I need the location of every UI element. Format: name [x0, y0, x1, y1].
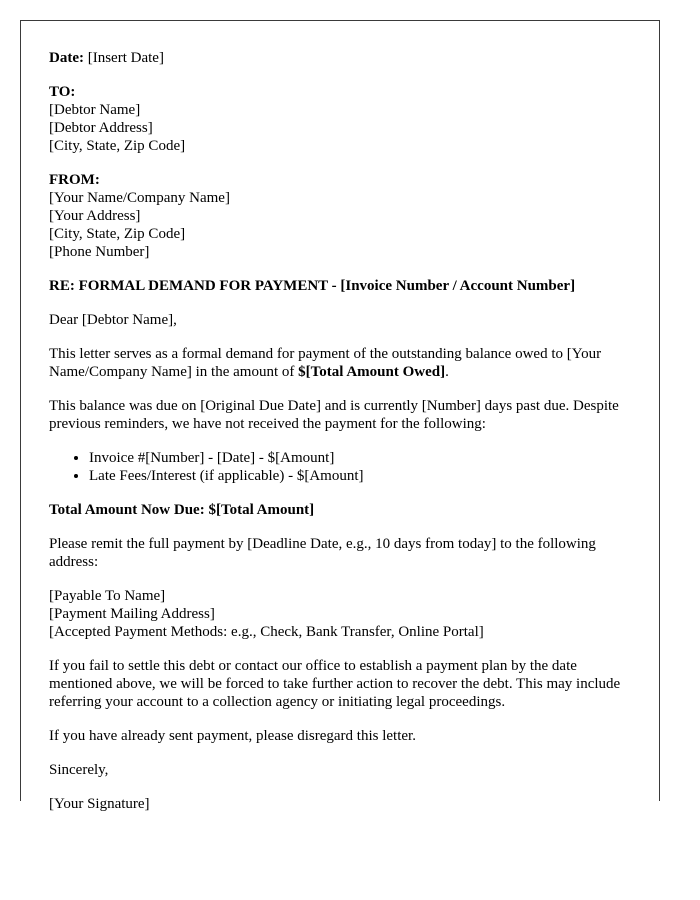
payment-line: [Payable To Name] — [49, 588, 166, 604]
disregard-paragraph: If you have already sent payment, please disregard this letter. — [49, 728, 416, 744]
letter-content — [49, 49, 639, 829]
total-due: Total Amount Now Due: $[Total Amount] — [49, 502, 315, 518]
list-item: • Invoice #[Number] - [Date] - $[Amount] — [89, 449, 639, 467]
payment-line: [Payment Mailing Address] — [49, 606, 215, 622]
amount-owed: $[Total Amount Owed] — [298, 364, 446, 380]
from-block — [49, 171, 639, 261]
letter-page — [20, 20, 660, 812]
signature-line: [Your Signature] — [49, 796, 150, 812]
date-label: Date: — [49, 50, 84, 66]
from-label: FROM: — [49, 172, 100, 188]
consequence-paragraph: If you fail to settle this debt or contact our office to establish a payment plan by the date mentioned above, we will be forced to take further action to recover the debt. This may include referring your account to a collection agency or initiating legal proceedings. — [49, 658, 621, 710]
invoice-list — [49, 449, 639, 485]
from-line: [Your Address] — [49, 208, 141, 224]
past-due-paragraph: This balance was due on [Original Due Date] and is currently [Number] days past due. Despite previous reminders, we have not received the payment for the following: — [49, 398, 619, 432]
closing: Sincerely, — [49, 762, 109, 778]
demand-text: This letter serves as a formal demand for payment of the outstanding balance owed to [Your Name/Company Name] in the amount of — [49, 346, 602, 380]
from-line: [Your Name/Company Name] — [49, 190, 230, 206]
to-block — [49, 83, 639, 155]
list-item: • Late Fees/Interest (if applicable) - $[Amount] — [89, 467, 639, 485]
payment-address-block — [49, 587, 639, 641]
demand-end: . — [445, 364, 449, 380]
to-line: [Debtor Address] — [49, 120, 153, 136]
from-line: [City, State, Zip Code] — [49, 226, 186, 242]
remit-paragraph: Please remit the full payment by [Deadline Date, e.g., 10 days from today] to the following address: — [49, 536, 596, 570]
payment-line: [Accepted Payment Methods: e.g., Check, Bank Transfer, Online Portal] — [49, 624, 484, 640]
subject-line: RE: FORMAL DEMAND FOR PAYMENT - [Invoice Number / Account Number] — [49, 278, 576, 294]
to-label: TO: — [49, 84, 76, 100]
demand-paragraph — [49, 345, 639, 381]
date-value: [Insert Date] — [87, 50, 164, 66]
from-line: [Phone Number] — [49, 244, 150, 260]
salutation: Dear [Debtor Name], — [49, 312, 177, 328]
date-line — [49, 49, 639, 67]
to-line: [Debtor Name] — [49, 102, 141, 118]
to-line: [City, State, Zip Code] — [49, 138, 186, 154]
